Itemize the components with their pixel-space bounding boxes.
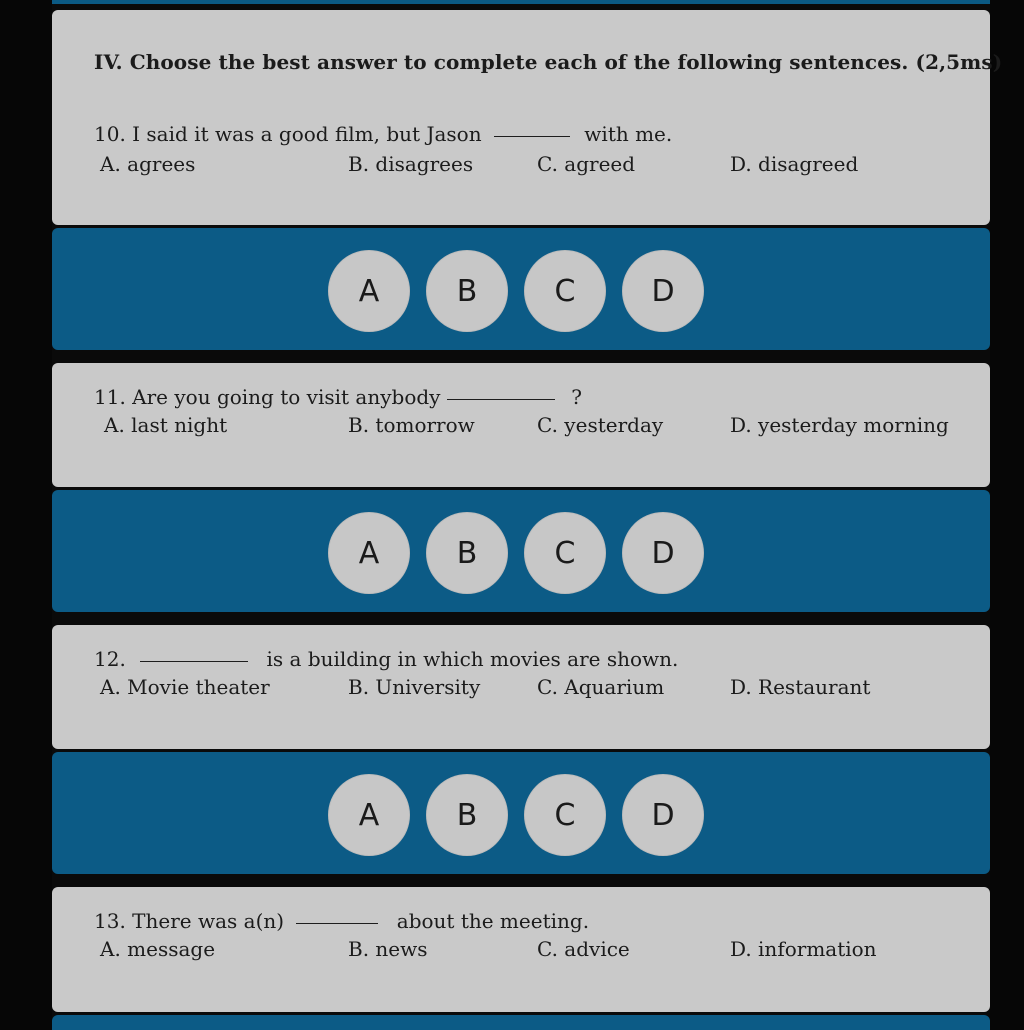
question-stem-end: with me. [584, 122, 673, 146]
option-d: D. yesterday morning [730, 413, 949, 437]
option-a: A. message [100, 937, 216, 961]
answer-button-c[interactable]: C [524, 250, 606, 332]
answer-blank [494, 136, 570, 137]
answer-button-d[interactable]: D [622, 250, 704, 332]
answer-button-c[interactable]: C [524, 774, 606, 856]
option-d: D. information [730, 937, 877, 961]
answer-button-b[interactable]: B [426, 774, 508, 856]
question-card-12 [52, 625, 990, 749]
answer-blank [447, 399, 555, 400]
answer-button-d[interactable]: D [622, 774, 704, 856]
answer-band-12 [52, 752, 990, 874]
option-b: B. University [348, 675, 481, 699]
option-a: A. Movie theater [100, 675, 270, 699]
question-stem-10 [94, 122, 672, 146]
option-b: B. tomorrow [348, 413, 475, 437]
question-stem-end: ? [571, 385, 582, 409]
answer-band-10 [52, 228, 990, 350]
answer-blank [140, 661, 248, 662]
option-c: C. advice [537, 937, 630, 961]
section-heading: IV. Choose the best answer to complete each of the following sentences. (2,5ms) [94, 50, 1003, 74]
answer-button-b[interactable]: B [426, 250, 508, 332]
question-stem-12 [94, 647, 678, 671]
question-stem-start: 11. Are you going to visit anybody [94, 385, 441, 409]
question-card-10 [52, 10, 1003, 225]
answer-button-a[interactable]: A [328, 512, 410, 594]
question-card-13 [52, 887, 990, 1012]
answer-button-c[interactable]: C [524, 512, 606, 594]
question-stem-end: about the meeting. [396, 909, 590, 933]
answer-choice-group [328, 512, 704, 594]
option-b: B. disagrees [348, 152, 474, 176]
answer-band-13 [52, 1015, 990, 1030]
option-c: C. Aquarium [537, 675, 665, 699]
question-stem-end: is a building in which movies are shown. [266, 647, 679, 671]
answer-button-b[interactable]: B [426, 512, 508, 594]
option-a: A. last night [104, 413, 228, 437]
answer-button-d[interactable]: D [622, 512, 704, 594]
option-c: C. yesterday [537, 413, 664, 437]
answer-choice-group [328, 250, 704, 332]
answer-blank [296, 923, 378, 924]
question-stem-start: 13. There was a(n) [94, 909, 285, 933]
option-c: C. agreed [537, 152, 636, 176]
top-accent-bar [52, 0, 990, 4]
option-d: D. disagreed [730, 152, 859, 176]
question-card-11 [52, 363, 990, 487]
answer-band-11 [52, 490, 990, 612]
answer-button-a[interactable]: A [328, 250, 410, 332]
question-stem-start: 12. [94, 647, 126, 671]
quiz-sheet [52, 0, 1003, 1030]
option-b: B. news [348, 937, 428, 961]
answer-button-a[interactable]: A [328, 774, 410, 856]
question-stem-13 [94, 909, 589, 933]
option-a: A. agrees [100, 152, 196, 176]
option-d: D. Restaurant [730, 675, 871, 699]
question-stem-11 [94, 385, 582, 409]
question-stem-start: 10. I said it was a good film, but Jason [94, 122, 482, 146]
answer-choice-group [328, 774, 704, 856]
